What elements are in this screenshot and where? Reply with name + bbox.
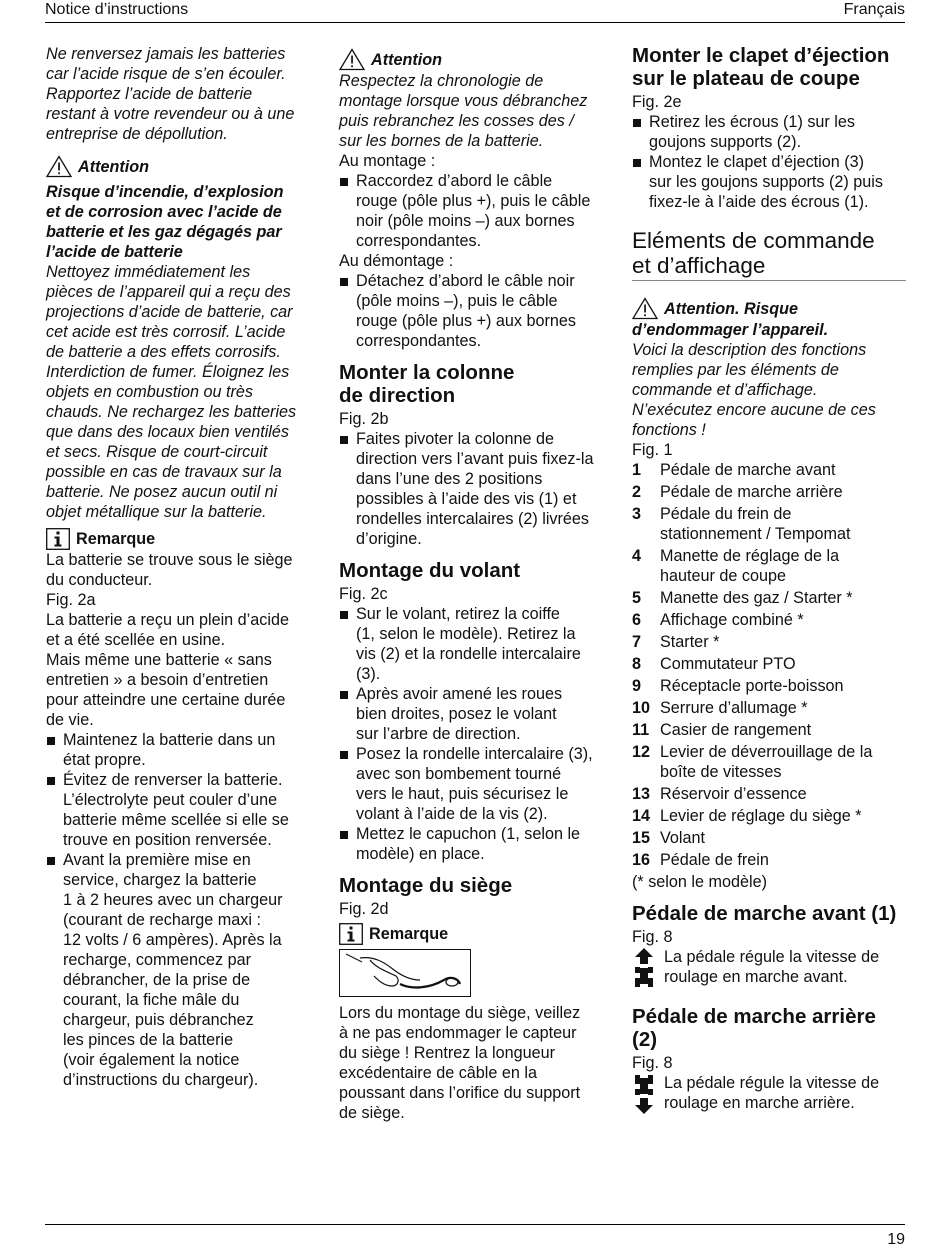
column-1 [46, 44, 318, 1090]
warning-heading [632, 297, 906, 320]
chapter-title: Eléments de commande et d’affichage [632, 228, 906, 281]
list-item: 3 Pédale du frein de stationnement / Tempomat [632, 505, 851, 543]
steering-wheel-bullets [339, 604, 611, 864]
dismount-bullets [339, 271, 611, 351]
list-item: 7 Starter * [632, 633, 720, 651]
warning-heading [339, 48, 611, 71]
list-item: Évitez de renverser la batterie. L’électrolyte peut couler d’une batterie même scellée si elle se trouve en position renversée. [46, 770, 318, 850]
note-label: Remarque [76, 530, 156, 548]
list-item: Retirez les écrous (1) sur les goujons supports (2). [632, 112, 906, 152]
dismount-label: Au démontage : [339, 252, 454, 270]
section-title-steering-column: Monter la colonne de direction [339, 361, 515, 407]
note-heading [46, 528, 318, 550]
forward-pedal-description [632, 947, 906, 989]
list-item: 15 Volant [632, 829, 706, 847]
figure-ref: Fig. 2d [339, 900, 389, 918]
header-language: Français [843, 1, 905, 18]
section-title-reverse-pedal: Pédale de marche arrière (2) [632, 1005, 876, 1051]
column-3 [632, 44, 906, 1115]
list-item: Mettez le capuchon (1, selon le modèle) en place. [339, 824, 611, 864]
note-paragraph-3: Mais même une batterie « sans entretien » a besoin d’entretien pour atteindre une certaine durée de vie. [46, 651, 286, 729]
list-item: 11 Casier de rangement [632, 721, 812, 739]
list-item: 10 Serrure d’allumage * [632, 699, 808, 717]
battery-bullets [46, 730, 318, 1090]
footer-divider [45, 1224, 905, 1225]
intro-paragraph: Ne renversez jamais les batteries car l’acide risque de s’en écouler. Rapportez l’acide de batterie restant à votre revendeur ou à une entreprise de dépollution. [46, 45, 295, 143]
info-icon [339, 923, 363, 945]
section-title-seat: Montage du siège [339, 874, 513, 897]
note-heading [339, 923, 611, 945]
figure-ref: Fig. 8 [632, 928, 673, 946]
figure-ref: Fig. 2c [339, 585, 388, 603]
warning-body: Voici la description des fonctions remplies par les éléments de commande et d’affichage. N’exécutez encore aucune de ces fonctions ! [632, 341, 876, 439]
warning-body: Nettoyez immédiatement les pièces de l’appareil qui a reçu des projections d’acide de batterie, car cet acide est très corrosif. L’acide de batterie a des effets corrosifs. Interdiction de fumer. Éloignez les objets en combustion ou très chauds. Ne rechargez les batteries que dans des locaux bien ventilés et secs. Risque de court-circuit possible en cas de travaux sur la batterie. Ne posez aucun outil ni objet métallique sur la batterie. [46, 263, 297, 521]
list-item: Maintenez la batterie dans un état propre. [46, 730, 318, 770]
list-item: 12 Levier de déverrouillage de la boîte de vitesses [632, 743, 873, 781]
list-item: 13 Réservoir d’essence [632, 785, 807, 803]
tractor-icon [634, 1073, 654, 1097]
warning-triangle-icon [46, 155, 72, 178]
mount-label: Au montage : [339, 152, 436, 170]
list-item: 1 Pédale de marche avant [632, 461, 836, 479]
list-item: Faites pivoter la colonne de direction vers l’avant puis fixez-la dans l’une des 2 positions possibles à l’aide des vis (1) et rondelles intercalaires (2) livrées d’origine. [339, 429, 611, 549]
ejection-flap-bullets [632, 112, 906, 212]
warning-subheading: Risque d’incendie, d’explosion et de corrosion avec l’acide de batterie et les gaz dégagés par l’acide de batterie [46, 183, 284, 261]
list-item: Avant la première mise en service, chargez la batterie 1 à 2 heures avec un chargeur (courant de recharge maxi : 12 volts / 6 ampères). Après la recharge, commencez par débrancher, de la prise de courant, la fiche mâle du chargeur, puis débranchez les pinces de la batterie (voir également la notice d’instructions du chargeur). [46, 850, 318, 1090]
figure-ref: Fig. 8 [632, 1054, 673, 1072]
list-item: 2 Pédale de marche arrière [632, 483, 843, 501]
column-2 [339, 44, 611, 1123]
legend-footnote: (* selon le modèle) [632, 873, 767, 891]
tractor-icon [634, 965, 654, 989]
section-title-forward-pedal: Pédale de marche avant (1) [632, 902, 897, 925]
warning-label: Attention [371, 50, 443, 69]
list-item: Posez la rondelle intercalaire (3), avec son bombement tourné vers le haut, puis sécurisez le volant à l’aide de la vis (2). [339, 744, 611, 824]
arrow-down-icon [634, 1097, 654, 1115]
controls-legend [632, 460, 906, 872]
figure-ref: Fig. 2a [46, 591, 96, 609]
figure-ref: Fig. 1 [632, 441, 673, 459]
warning-triangle-icon [339, 48, 365, 71]
steering-column-bullets [339, 429, 611, 549]
list-item: Montez le clapet d’éjection (3) sur les goujons supports (2) puis fixez-le à l’aide des écrous (1). [632, 152, 906, 212]
section-title-steering-wheel: Montage du volant [339, 559, 521, 582]
note-body: Lors du montage du siège, veillez à ne pas endommager le capteur du siège ! Rentrez la longueur excédentaire de câble en la poussant dans l’orifice du support de siège. [339, 1004, 581, 1122]
reverse-pedal-description [632, 1073, 906, 1115]
warning-label: Attention [78, 157, 150, 176]
list-item: Détachez d’abord le câble noir (pôle moins –), puis le câble rouge (pôle plus +) aux bornes correspondantes. [339, 271, 611, 351]
reverse-pedal-text: La pédale régule la vitesse de roulage en marche arrière. [664, 1074, 880, 1112]
arrow-up-icon [634, 947, 654, 965]
hand-cable-icon [340, 950, 470, 996]
warning-label: Attention. Risque [664, 299, 798, 318]
figure-ref: Fig. 2e [632, 93, 682, 111]
list-item: 5 Manette des gaz / Starter * [632, 589, 853, 607]
header-title: Notice d’instructions [45, 1, 189, 18]
section-title-ejection-flap: Monter le clapet d’éjection sur le plateau de coupe [632, 44, 890, 90]
warning-heading [46, 155, 318, 178]
list-item: 16 Pédale de frein [632, 851, 769, 869]
list-item: 9 Réceptacle porte-boisson [632, 677, 844, 695]
warning-body: Respectez la chronologie de montage lorsque vous débranchez puis rebranchez les cosses des / sur les bornes de la batterie. [339, 72, 588, 150]
page-number: 19 [887, 1231, 905, 1248]
page-header [45, 0, 905, 23]
list-item: 8 Commutateur PTO [632, 655, 796, 673]
list-item: Sur le volant, retirez la coiffe (1, selon le modèle). Retirez la vis (2) et la rondelle intercalaire (3). [339, 604, 611, 684]
note-paragraph-2: La batterie a reçu un plein d’acide et a été scellée en usine. [46, 611, 289, 649]
forward-pedal-text: La pédale régule la vitesse de roulage en marche avant. [664, 948, 880, 986]
warning-label-line-2: d’endommager l’appareil. [632, 321, 829, 339]
list-item: 6 Affichage combiné * [632, 611, 804, 629]
figure-ref: Fig. 2b [339, 410, 389, 428]
list-item: 14 Levier de réglage du siège * [632, 807, 862, 825]
info-icon [46, 528, 70, 550]
note-paragraph-1: La batterie se trouve sous le siège du conducteur. [46, 551, 293, 589]
list-item: Après avoir amené les roues bien droites, posez le volant sur l’arbre de direction. [339, 684, 611, 744]
list-item: Raccordez d’abord le câble rouge (pôle plus +), puis le câble noir (pôle moins –) aux bornes correspondantes. [339, 171, 611, 251]
seat-sensor-illustration [339, 949, 471, 997]
list-item: 4 Manette de réglage de la hauteur de coupe [632, 547, 840, 585]
mount-bullets [339, 171, 611, 251]
warning-triangle-icon [632, 297, 658, 320]
note-label: Remarque [369, 925, 449, 943]
